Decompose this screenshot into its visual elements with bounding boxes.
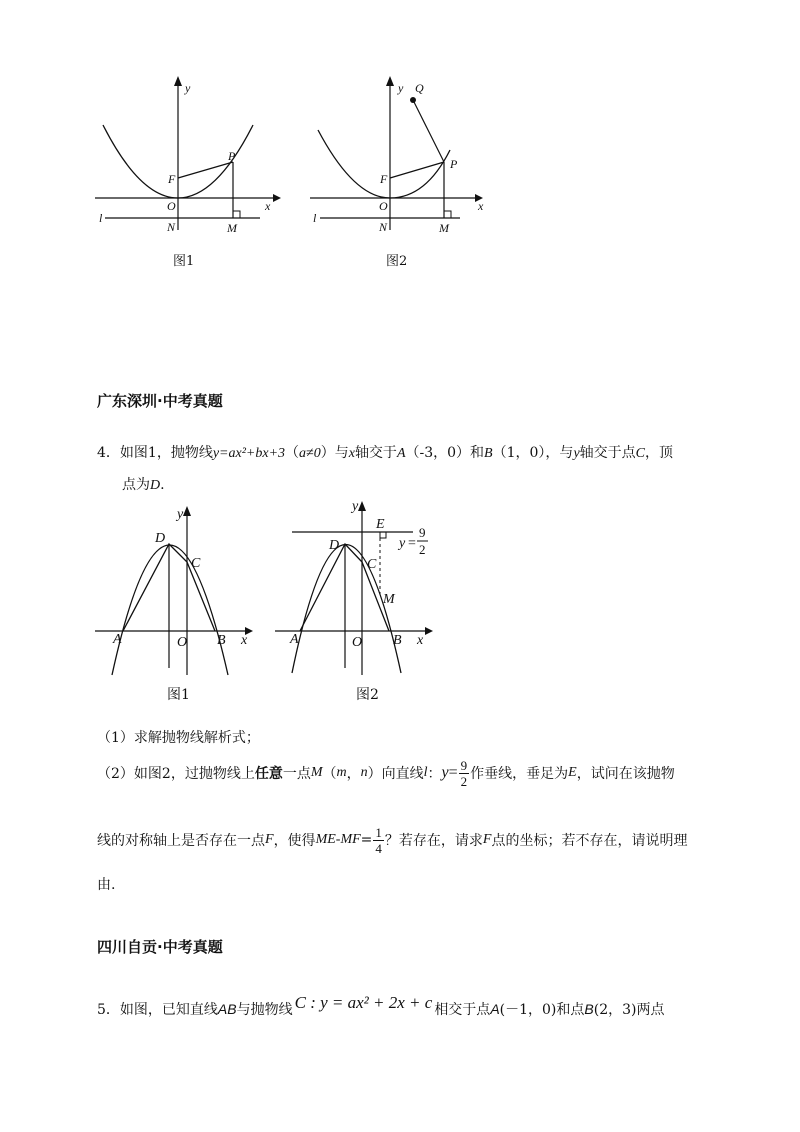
q4-figure-1 xyxy=(95,500,265,680)
point-n-label: N xyxy=(167,220,176,234)
text: （ xyxy=(285,445,300,461)
equation-y: y xyxy=(441,764,449,781)
axis-y-label: y xyxy=(177,507,184,522)
var: C xyxy=(635,446,645,461)
parabola-diagram-2 xyxy=(310,70,500,245)
figure-caption-1: 图1 xyxy=(173,254,195,269)
origin-o-label: O xyxy=(379,199,388,213)
point-f-label: F xyxy=(380,172,388,186)
emphasis: 任意 xyxy=(254,766,283,782)
point-e-label: E xyxy=(376,517,385,532)
text: ，顶 xyxy=(645,445,673,461)
section-title: 广东深圳·中考真题 xyxy=(97,392,223,410)
question-number: 4． xyxy=(97,445,120,461)
text: 轴交于 xyxy=(354,445,397,461)
question-4-part-2-line-2 xyxy=(97,820,687,860)
point-b-label: B xyxy=(217,633,226,648)
equation: y=ax²+bx+3 xyxy=(212,446,286,461)
text: 线的对称轴上是否存在一点 xyxy=(97,833,265,849)
text: 如图1，抛物线 xyxy=(119,445,213,461)
parabola-abc-diagram-2 xyxy=(275,495,445,680)
text: （-3，0）和 xyxy=(405,445,485,461)
equation: C : y = ax² + 2x + c xyxy=(294,993,433,1012)
text: 如图，已知直线 xyxy=(119,1002,218,1018)
var: l xyxy=(423,765,428,780)
point-c-label: C xyxy=(191,556,201,571)
var: y xyxy=(573,446,580,461)
point-a-label: A xyxy=(113,632,122,647)
var: x xyxy=(348,446,355,461)
q4-figure-caption-1: 图1 xyxy=(167,687,190,703)
denominator: 2 xyxy=(460,773,468,789)
text: （2）如图2，过抛物线上 xyxy=(97,766,255,782)
vertex-d-label: D xyxy=(155,531,166,546)
var: m xyxy=(336,765,347,780)
fraction xyxy=(459,758,470,789)
origin-o-label: O xyxy=(352,635,363,650)
var: A xyxy=(490,1001,500,1017)
numerator: 1 xyxy=(375,824,382,840)
text: 轴交于点 xyxy=(579,445,636,461)
denominator: 4 xyxy=(375,840,382,856)
question-4-part-2-line-3: 由. xyxy=(97,877,116,893)
top-figure-2 xyxy=(310,70,500,245)
var: A xyxy=(396,446,406,461)
point-n-label: N xyxy=(379,220,388,234)
text: 与抛物线 xyxy=(236,1002,293,1018)
axis-x-label: x xyxy=(265,199,271,213)
text: 作垂线，垂足为 xyxy=(470,766,569,782)
question-4-part-1: （1）求解抛物线解析式； xyxy=(97,730,260,746)
point-m-label: M xyxy=(439,221,449,235)
text: ，使得 xyxy=(273,833,316,849)
axis-y-label: y xyxy=(398,81,404,95)
top-figure-1 xyxy=(95,70,285,245)
var: AB xyxy=(217,1001,237,1017)
point-c-label: C xyxy=(367,557,377,572)
text: = xyxy=(360,832,373,848)
section-title: 四川自贡·中考真题 xyxy=(97,938,223,956)
point-p-label: P xyxy=(228,149,236,163)
origin-o-label: O xyxy=(167,199,176,213)
parabola-diagram-1 xyxy=(95,70,285,245)
var: D xyxy=(150,478,161,493)
axis-x-label: x xyxy=(478,199,484,213)
condition: a≠0 xyxy=(299,446,321,461)
line-l-label: l xyxy=(99,211,103,225)
origin-o-label: O xyxy=(177,635,188,650)
fraction xyxy=(373,825,384,856)
var: B xyxy=(584,1001,594,1017)
text: (－1，0)和点 xyxy=(499,1002,585,1018)
axis-y-label: y xyxy=(352,499,359,514)
var: E xyxy=(568,765,577,780)
q4-figure-caption-2: 图2 xyxy=(356,687,379,703)
line-eq-y: y xyxy=(399,536,406,551)
q4-figure-2 xyxy=(275,495,445,680)
question-4-line-1 xyxy=(97,442,673,462)
text: 相交于点 xyxy=(434,1002,491,1018)
question-5-line-1 xyxy=(97,994,665,1024)
question-4-part-2-line-1 xyxy=(97,753,675,793)
text: ，试问在该抛物 xyxy=(576,766,675,782)
text: ）与 xyxy=(320,445,349,461)
axis-x-label: x xyxy=(417,633,424,648)
text: 点的坐标；若不存在，请说明理 xyxy=(491,833,688,849)
text: ： xyxy=(427,766,442,782)
line-eq-denominator: 2 xyxy=(419,542,426,557)
vertex-d-label: D xyxy=(329,538,340,553)
axis-x-label: x xyxy=(241,633,248,648)
text: 点为 xyxy=(122,477,150,493)
point-p-label: P xyxy=(450,157,458,171)
expression: ME-MF xyxy=(315,832,361,847)
var: F xyxy=(482,832,492,847)
point-q-label: Q xyxy=(415,81,424,95)
numerator: 9 xyxy=(460,757,468,773)
point-a-label: A xyxy=(290,632,299,647)
text: ， xyxy=(346,766,361,782)
text: . xyxy=(160,477,165,493)
line-eq-numerator: 9 xyxy=(419,525,426,540)
var: M xyxy=(310,765,323,780)
line-l-label: l xyxy=(313,211,317,225)
text: （1，0），与 xyxy=(492,445,574,461)
point-m-label: M xyxy=(227,221,237,235)
var: n xyxy=(360,765,368,780)
equation-sign: = xyxy=(448,764,458,781)
point-m-label: M xyxy=(383,592,395,607)
question-4-line-2 xyxy=(122,474,165,494)
text: ）向直线 xyxy=(367,766,424,782)
var: B xyxy=(484,446,493,461)
point-f-label: F xyxy=(168,172,176,186)
point-b-label: B xyxy=(393,633,402,648)
text: （ xyxy=(322,766,337,782)
text: (2，3)两点 xyxy=(593,1002,665,1018)
axis-y-label: y xyxy=(185,81,191,95)
figure-caption-2: 图2 xyxy=(386,254,408,269)
text: 一点 xyxy=(282,766,311,782)
var: F xyxy=(265,832,274,847)
parabola-abc-diagram-1 xyxy=(95,500,265,680)
line-eq-sign: = xyxy=(408,536,416,551)
question-number: 5． xyxy=(97,1002,120,1018)
text: ？若存在，请求 xyxy=(384,833,483,849)
